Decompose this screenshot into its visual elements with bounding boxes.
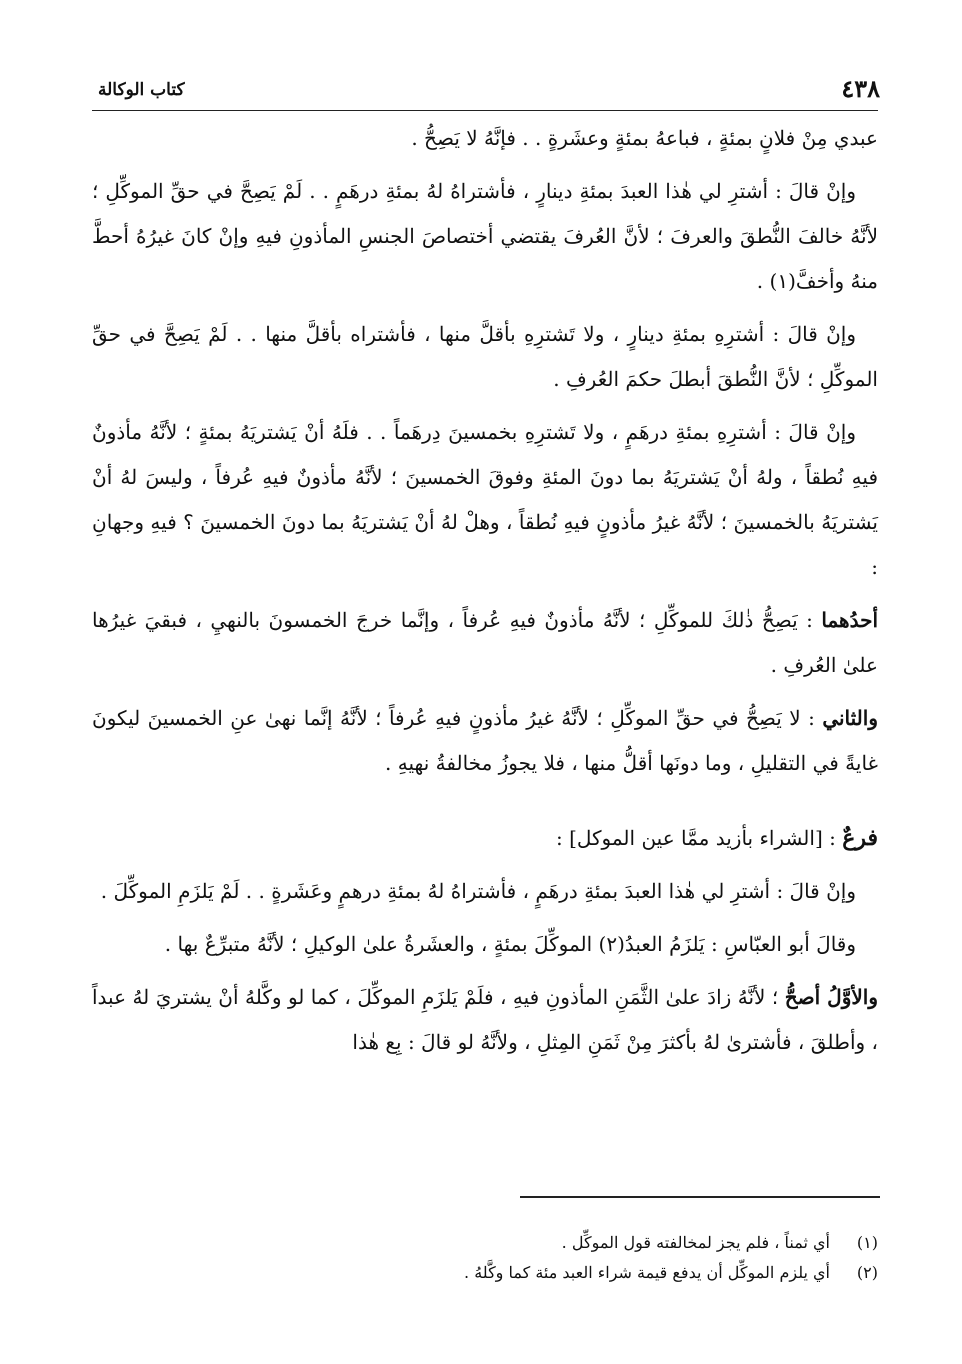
footnotes: [92, 1228, 878, 1288]
main-text: [92, 116, 878, 1073]
paragraph: [92, 312, 878, 402]
paragraph-text: وإنْ قالَ : أشترِ لي هٰذا العبدَ بمئةِ درهَمٍ ، فأشتراهُ لهُ بمئةِ درهمٍ وعَشَرةٍ . . لَمْ يَلزَمِ الموكِّلَ .: [100, 879, 856, 903]
paragraph-text: ؛ لأنَّهُ زادَ علىٰ الثَّمَنِ المأذونِ فيهِ ، فلَمْ يَلزَمِ الموكِّلَ ، كما لو وكَّلهُ أنْ يشتريَ لهُ عبداً ، وأطلقَ ، فأشترىٰ لهُ بأكثرَ مِنْ ثَمَنِ المِثلِ ، ولأنَّهُ لو قالَ : بِع هٰذا: [92, 985, 878, 1054]
branch-title: : [الشراء بأزيد ممَّا عين الموكل] :: [555, 826, 843, 850]
paragraph: [92, 169, 878, 304]
footnote-number: (٢): [856, 1263, 878, 1282]
footnote: [92, 1258, 878, 1288]
branch-heading: [92, 816, 878, 861]
footnote-number: (١): [856, 1233, 878, 1252]
paragraph: [92, 922, 878, 967]
paragraph-text: عبدي مِنْ فلانٍ بمئةٍ ، فباعهُ بمئةٍ وعشَرةٍ . . فإنَّهُ لا يَصِحُّ .: [411, 126, 878, 150]
paragraph: [92, 116, 878, 161]
branch-word: فرعٌ: [842, 825, 878, 851]
paragraph-lead: أحدُهما: [821, 608, 878, 632]
paragraph-text: وإنْ قالَ : أشترِهِ بمئةِ درهَمٍ ، ولا تَشترِهِ بخمسينَ دِرهَماً . . فلَهُ أنْ يَشتريَهُ بمئةٍ ؛ لأنَّهُ مأذونٌ فيهِ نُطقاً ، ولهُ أنْ يَشتريَهُ بما دونَ المئةِ وفوقَ الخمسينَ ؛ لأنَّهُ مأذونٌ فيهِ عُرفاً ، وليسَ لهُ أنْ يَشتريَهُ بالخمسينَ ؛ لأنَّهُ غيرُ مأذونٍ فيهِ نُطقاً ، وهلْ لهُ أنْ يَشتريَهُ بما دونَ الخمسينَ ؟ فيهِ وجهانِ :: [92, 420, 878, 579]
paragraph-text: : لا يَصِحُّ في حقِّ الموكِّلِ ؛ لأنَّهُ غيرُ مأذونٍ فيهِ عُرفاً ؛ لأنَّهُ إنَّما نهىٰ عنِ الخمسينَ ليكونَ غايةً في التقليلِ ، وما دونَها أقلُّ منها ، فلا يجوزُ مخالفةُ نهيهِ .: [92, 706, 878, 775]
footnote-text: أي ثمناً ، فلم يجز لمخالفته قول الموكِّل .: [561, 1233, 830, 1252]
paragraph: [92, 696, 878, 786]
page-number: ٤٣٨: [841, 74, 880, 103]
paragraph: [92, 869, 878, 914]
book-title: كتاب الوكالة: [98, 80, 185, 100]
footnote: [92, 1228, 878, 1258]
paragraph-text: وقالَ أبو العبّاسِ : يَلزَمُ العبدُ(٢) الموكِّلَ بمئةٍ ، والعشَرةُ علىٰ الوكيلِ ؛ لأنَّهُ متبرِّعٌ بها .: [164, 932, 856, 956]
paragraph-text: وإنْ قالَ : أشترِ لي هٰذا العبدَ بمئةِ دينارٍ ، فأشتراهُ لهُ بمئةِ درهَمٍ . . لَمْ يَصِحَّ في حقِّ الموكِّلِ ؛ لأنَّهُ خالفَ النُّطقَ والعرفَ ؛ لأنَّ العُرفَ يقتضي أختصاصَ الجنسِ المأذونِ فيهِ وإنْ كانَ غيرُهُ أحطَّ منهُ وأخفَّ(١) .: [92, 179, 878, 293]
paragraph: [92, 598, 878, 688]
paragraph-text: وإنْ قالَ : أشترِهِ بمئةِ دينارٍ ، ولا تَشترِهِ بأقلَّ منها ، فأشتراه بأقلَّ منها . . لَمْ يَصِحَّ في حقِّ الموكِّلِ ؛ لأنَّ النُّطقَ أبطلَ حكمَ العُرفِ .: [92, 322, 878, 391]
footnote-divider: [520, 1196, 880, 1198]
paragraph: [92, 975, 878, 1065]
paragraph-lead: والثاني: [822, 706, 878, 730]
paragraph: [92, 410, 878, 590]
paragraph-lead: والأوَّلُ أصحُّ: [784, 985, 878, 1009]
paragraph-text: : يَصِحُّ ذٰلكَ للموكِّلِ ؛ لأنَّهُ مأذونٌ فيهِ عُرفاً ، وإنَّما خرجَ الخمسونَ بالنهيِ ، فبقيَ غيرُها علىٰ العُرفِ .: [92, 608, 878, 677]
header-divider: [92, 110, 878, 111]
footnote-text: أي يلزم الموكِّل أن يدفع قيمة شراء العبد مئة كما وكَّلهُ .: [464, 1263, 830, 1282]
